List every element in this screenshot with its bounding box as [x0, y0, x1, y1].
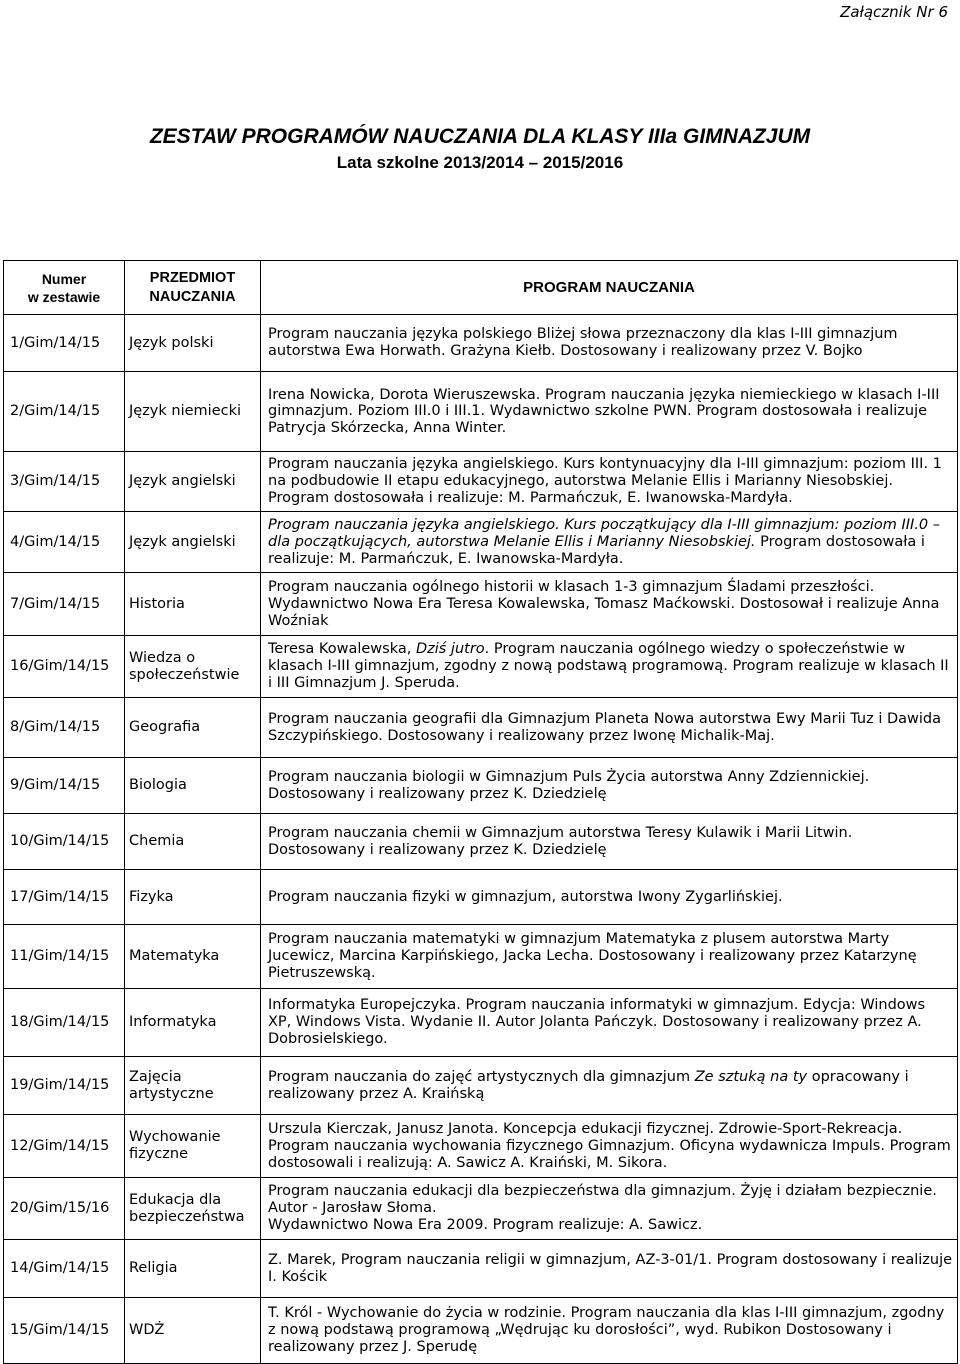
row-number: 1/Gim/14/15: [4, 315, 125, 372]
table-row: [4, 315, 958, 372]
row-number: 9/Gim/14/15: [4, 758, 125, 814]
row-subject: Chemia: [125, 814, 261, 870]
row-subject: Wiedza o społeczeństwie: [125, 636, 261, 698]
row-number: 10/Gim/14/15: [4, 814, 125, 870]
row-number: 14/Gim/14/15: [4, 1240, 125, 1298]
row-number: 2/Gim/14/15: [4, 372, 125, 452]
row-subject: WDŻ: [125, 1298, 261, 1364]
table-row: [4, 512, 958, 573]
row-program: Program nauczania matematyki w gimnazjum Matematyka z plusem autorstwa Marty Jucewicz, Marcina Karpińskiego, Jacka Lecha. Dostosowany i realizowany przez Katarzynę Pietruszewską.: [261, 925, 958, 989]
document-title: ZESTAW PROGRAMÓW NAUCZANIA DLA KLASY IIIa GIMNAZJUM: [149, 125, 811, 148]
header-subject: PRZEDMIOT NAUCZANIA: [125, 261, 261, 315]
row-program: Irena Nowicka, Dorota Wieruszewska. Program nauczania języka niemieckiego w klasach I-III gimnazjum. Poziom III.0 i III.1. Wydawnictwo szkolne PWN. Program dostosowała i realizuje Patrycja Skórzecka, Anna Winter.: [261, 372, 958, 452]
row-subject: Edukacja dla bezpieczeństwa: [125, 1178, 261, 1240]
row-program: [261, 512, 958, 573]
header-number: Numer w zestawie: [4, 261, 125, 315]
row-program: Program nauczania języka polskiego Bliżej słowa przeznaczony dla klas I-III gimnazjum autorstwa Ewa Horwath. Grażyna Kiełb. Dostosowany i realizowany przez V. Bojko: [261, 315, 958, 372]
row-number: 16/Gim/14/15: [4, 636, 125, 698]
table-row: [4, 573, 958, 636]
document-subtitle: Lata szkolne 2013/2014 – 2015/2016: [336, 153, 624, 172]
row-program: Program nauczania chemii w Gimnazjum autorstwa Teresy Kulawik i Marii Litwin. Dostosowany i realizowany przez K. Dziedzielę: [261, 814, 958, 870]
row-number: 8/Gim/14/15: [4, 698, 125, 758]
row-program: Program nauczania do zajęć artystycznych dla gimnazjum Ze sztuką na ty opracowany i realizowany przez A. Kraińską: [261, 1057, 958, 1115]
row-number: 19/Gim/14/15: [4, 1057, 125, 1115]
row-subject: Język angielski: [125, 452, 261, 512]
table-row: [4, 372, 958, 452]
row-number: 3/Gim/14/15: [4, 452, 125, 512]
row-subject: Informatyka: [125, 989, 261, 1057]
table-row: [4, 636, 958, 698]
row-subject: Matematyka: [125, 925, 261, 989]
table-row: [4, 1057, 958, 1115]
table-row: [4, 452, 958, 512]
table-row: [4, 925, 958, 989]
program-italic-text: Ze sztuką na ty: [694, 1068, 808, 1085]
row-program: Teresa Kowalewska, Dziś jutro. Program nauczania ogólnego wiedzy o społeczeństwie w klasach I-III gimnazjum, zgodny z nową podstawą programową. Program realizuje w klasach II i III Gimnazjum J. Speruda.: [261, 636, 958, 698]
row-subject: Wychowanie fizyczne: [125, 1115, 261, 1178]
annex-label: Załącznik Nr 6: [840, 3, 948, 21]
header-program: PROGRAM NAUCZANIA: [261, 261, 958, 315]
program-italic-text: Program nauczania języka angielskiego. Kurs początkujący dla I-III gimnazjum: poziom III.0 – dla początkujących, autorstwa Melanie Ellis i Marianny Niesobskiej.: [268, 516, 941, 550]
row-subject: Język niemiecki: [125, 372, 261, 452]
program-text: Program dostosowała i realizuje: M. Parmańczuk, E. Iwanowska-Mardyła.: [268, 533, 925, 567]
row-subject: Geografia: [125, 698, 261, 758]
row-number: 17/Gim/14/15: [4, 870, 125, 925]
row-subject: Biologia: [125, 758, 261, 814]
row-program: Z. Marek, Program nauczania religii w gimnazjum, AZ-3-01/1. Program dostosowany i realizuje I. Kościk: [261, 1240, 958, 1298]
row-subject: Zajęcia artystyczne: [125, 1057, 261, 1115]
row-number: 15/Gim/14/15: [4, 1298, 125, 1364]
row-number: 4/Gim/14/15: [4, 512, 125, 573]
table-row: [4, 870, 958, 925]
table-header-row: [4, 261, 958, 315]
row-subject: Fizyka: [125, 870, 261, 925]
row-subject: Język polski: [125, 315, 261, 372]
row-number: 11/Gim/14/15: [4, 925, 125, 989]
row-program: Informatyka Europejczyka. Program nauczania informatyki w gimnazjum. Edycja: Windows XP, Windows Vista. Wydanie II. Autor Jolanta Pańczyk. Dostosowany i realizowany przez A. Dobrosielskiego.: [261, 989, 958, 1057]
table-row: [4, 1178, 958, 1240]
row-program: Program nauczania geografii dla Gimnazjum Planeta Nowa autorstwa Ewy Marii Tuz i Dawida Szczypińskiego. Dostosowany i realizowany przez Iwonę Michalik-Maj.: [261, 698, 958, 758]
row-number: 12/Gim/14/15: [4, 1115, 125, 1178]
program-table: [3, 260, 958, 1364]
row-program: T. Król - Wychowanie do życia w rodzinie. Program nauczania dla klas I-III gimnazjum, zgodny z nową podstawą programową „Wędrując ku dorosłości”, wyd. Rubikon Dostosowany i realizowany przez J. Sperudę: [261, 1298, 958, 1364]
table-row: [4, 1115, 958, 1178]
row-subject: Język angielski: [125, 512, 261, 573]
row-program: Program nauczania ogólnego historii w klasach 1-3 gimnazjum Śladami przeszłości. Wydawnictwo Nowa Era Teresa Kowalewska, Tomasz Maćkowski. Dostosował i realizuje Anna Woźniak: [261, 573, 958, 636]
table-row: [4, 989, 958, 1057]
row-number: 20/Gim/15/16: [4, 1178, 125, 1240]
row-number: 18/Gim/14/15: [4, 989, 125, 1057]
table-row: [4, 758, 958, 814]
row-program: Program nauczania edukacji dla bezpieczeństwa dla gimnazjum. Żyję i działam bezpiecznie. Autor - Jarosław Słoma. Wydawnictwo Nowa Era 2009. Program realizuje: A. Sawicz.: [261, 1178, 958, 1240]
row-subject: Religia: [125, 1240, 261, 1298]
table-row: [4, 814, 958, 870]
row-number: 7/Gim/14/15: [4, 573, 125, 636]
table-row: [4, 1298, 958, 1364]
row-program: Program nauczania języka angielskiego. Kurs kontynuacyjny dla I-III gimnazjum: poziom III. 1 na podbudowie II etapu edukacyjnego, autorstwa Melanie Ellis i Marianny Niesobskiej. Program dostosowała i realizuje: M. Parmańczuk, E. Iwanowska-Mardyła.: [261, 452, 958, 512]
row-program: Program nauczania biologii w Gimnazjum Puls Życia autorstwa Anny Zdziennickiej. Dostosowany i realizowany przez K. Dziedzielę: [261, 758, 958, 814]
row-subject: Historia: [125, 573, 261, 636]
row-program: Urszula Kierczak, Janusz Janota. Koncepcja edukacji fizycznej. Zdrowie-Sport-Rekreacja. Program nauczania wychowania fizycznego Gimnazjum. Oficyna wydawnicza Impuls. Program dostosowali i realizują: A. Sawicz A. Kraiński, M. Sikora.: [261, 1115, 958, 1178]
table-row: [4, 1240, 958, 1298]
row-program: Program nauczania fizyki w gimnazjum, autorstwa Iwony Zygarlińskiej.: [261, 870, 958, 925]
table-row: [4, 698, 958, 758]
program-italic-text: Dziś jutro: [415, 641, 485, 657]
